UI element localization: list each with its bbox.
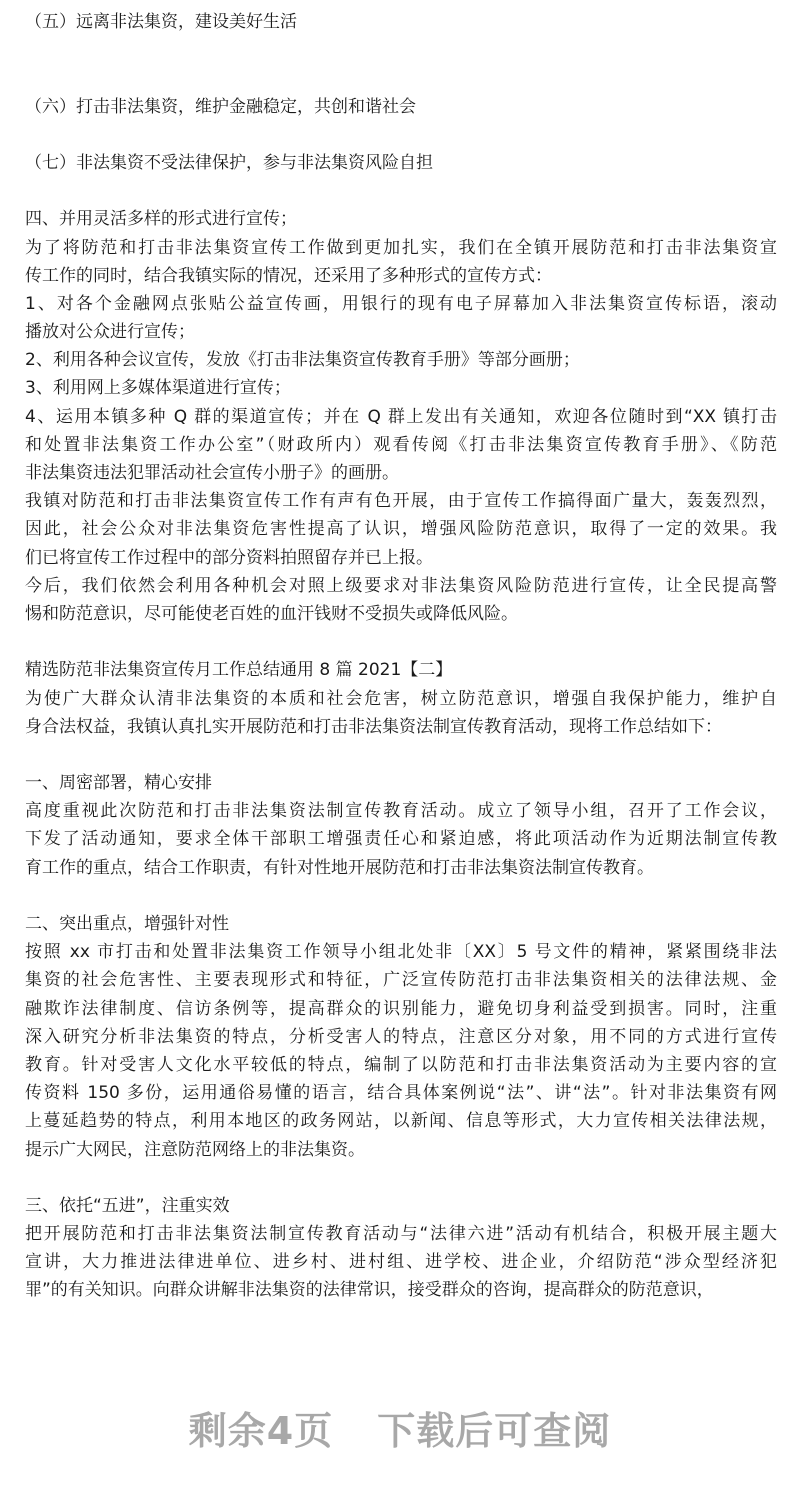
text-line: 二、突出重点，增强针对性 [25, 914, 229, 934]
text-line: 下发了活动通知，要求全体干部职工增强责任心和紧迫感，将此项活动作为近期法制宣传教 [25, 829, 777, 850]
text-line: 按照 xx 市打击和处置非法集资工作领导小组北处非〔XX〕5 号文件的精神，紧紧围绕非法 [25, 942, 777, 963]
text-line: 精选防范非法集资宣传月工作总结通用 8 篇 2021【二】 [25, 660, 453, 681]
text-line: 3、利用网上多媒体渠道进行宣传； [25, 378, 291, 399]
blank-line [25, 36, 777, 64]
text-line: 非法集资违法犯罪活动社会宣传小册子》的画册。 [25, 463, 399, 483]
text-line: （七）非法集资不受法律保护，参与非法集资风险自担 [25, 152, 433, 173]
text-line: 今后，我们依然会利用各种机会对照上级要求对非法集资风险防范进行宣传，让全民提高警 [25, 575, 777, 596]
text-line: 育工作的重点，结合工作职责，有针对性地开展防范和打击非法集资法制宣传教育。 [25, 857, 654, 878]
text-line: 传资料 150 多份，运用通俗易懂的语言，结合具体案例说“法”、讲“法”。针对非法集资有网 [25, 1083, 777, 1104]
text-line: 惕和防范意识，尽可能使老百姓的血汗钱财不受损失或降低风险。 [25, 603, 518, 624]
text-line: 身合法权益，我镇认真扎实开展防范和打击非法集资法制宣传教育活动，现将工作总结如下： [25, 716, 722, 737]
text-line: 和处置非法集资工作办公室”（财政所内）观看传阅《打击非法集资宣传教育手册》、《防范 [25, 434, 777, 455]
text-line: 四、并用灵活多样的形式进行宣传； [25, 209, 297, 230]
text-line: 宣讲，大力推进法律进单位、进乡村、进村组、进学校、进企业，介绍防范“涉众型经济犯 [25, 1252, 777, 1273]
text-line: 提示广大网民，注意防范网络上的非法集资。 [25, 1139, 365, 1160]
text-line: （五）远离非法集资，建设美好生活 [25, 12, 297, 32]
download-prompt-banner[interactable] [0, 1400, 800, 1455]
text-line: 深入研究分析非法集资的特点，分析受害人的特点，注意区分对象，用不同的方式进行宣传 [25, 1026, 777, 1047]
remaining-pages-label: 剩余4页 [188, 1409, 334, 1453]
text-line: 融欺诈法律制度、信访条例等，提高群众的识别能力，避免切身利益受到损害。同时，注重 [25, 998, 777, 1019]
blank-line [25, 121, 777, 149]
text-line: 因此，社会公众对非法集资危害性提高了认识，增强风险防范意识，取得了一定的效果。我 [25, 519, 777, 540]
text-line: 一、周密部署，精心安排 [25, 773, 212, 794]
text-line: 三、依托“五进”，注重实效 [25, 1195, 230, 1216]
text-line: 4、运用本镇多种 Q 群的渠道宣传；并在 Q 群上发出有关通知，欢迎各位随时到“XX 镇打击 [25, 406, 777, 427]
text-line: 2、利用各种会议宣传，发放《打击非法集资宣传教育手册》等部分画册； [25, 350, 580, 371]
document-body [25, 8, 777, 1305]
download-to-view-label[interactable]: 下载后可查阅 [377, 1409, 612, 1453]
text-line: 把开展防范和打击非法集资法制宣传教育活动与“法律六进”活动有机结合，积极开展主题大 [25, 1224, 777, 1245]
blank-line [25, 741, 777, 769]
text-line: 高度重视此次防范和打击非法集资法制宣传教育活动。成立了领导小组，召开了工作会议， [25, 801, 777, 822]
text-line: 播放对公众进行宣传； [25, 322, 195, 343]
text-line: 为了将防范和打击非法集资宣传工作做到更加扎实，我们在全镇开展防范和打击非法集资宣 [25, 237, 777, 258]
blank-line [25, 64, 777, 92]
text-line: 集资的社会危害性、主要表现形式和特征，广泛宣传防范打击非法集资相关的法律法规、金 [25, 970, 777, 991]
text-line: 上蔓延趋势的特点，利用本地区的政务网站，以新闻、信息等形式，大力宣传相关法律法规， [25, 1111, 777, 1132]
text-line: 们已将宣传工作过程中的部分资料拍照留存并已上报。 [25, 547, 433, 568]
blank-line [25, 882, 777, 910]
text-line: 教育。针对受害人文化水平较低的特点，编制了以防范和打击非法集资活动为主要内容的宣 [25, 1054, 777, 1075]
blank-line [25, 628, 777, 656]
text-line: 罪”的有关知识。向群众讲解非法集资的法律常识，接受群众的咨询，提高群众的防范意识， [25, 1280, 714, 1301]
text-line: （六）打击非法集资，维护金融稳定，共创和谐社会 [25, 96, 416, 117]
blank-line [25, 1164, 777, 1192]
text-line: 传工作的同时，结合我镇实际的情况，还采用了多种形式的宣传方式： [25, 265, 552, 286]
text-line: 我镇对防范和打击非法集资宣传工作有声有色开展，由于宣传工作搞得面广量大，轰轰烈烈， [25, 491, 777, 512]
text-line: 1、对各个金融网点张贴公益宣传画，用银行的现有电子屏幕加入非法集资宣传标语，滚动 [25, 293, 777, 314]
text-line: 为使广大群众认清非法集资的本质和社会危害，树立防范意识，增强自我保护能力，维护自 [25, 688, 777, 709]
blank-line [25, 177, 777, 205]
